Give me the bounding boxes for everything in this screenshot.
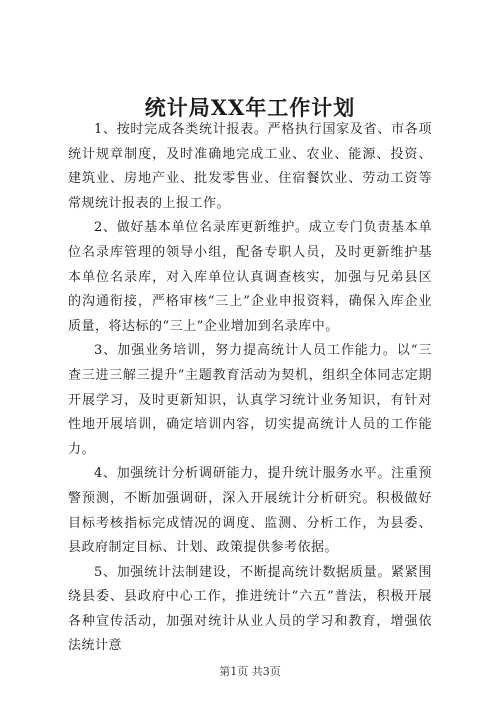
paragraph-5: 5、加强统计法制建设，不断提高统计数据质量。紧紧围绕县委、县政府中心工作，推进统计“六五”普法，积极开展各种宣传活动，加强对统计从业人员的学习和教育，增强依法统计意 — [68, 564, 432, 654]
document-body — [68, 118, 432, 659]
paragraph-3: 3、加强业务培训，努力提高统计人员工作能力。以“三查三进三解三提升”主题教育活动为契机，组织全体同志定期开展学习，及时更新知识，认真学习统计业务知识，有针对性地开展培训，确定培训内容，切实提高统计人员的工作能力。 — [68, 343, 432, 457]
paragraph-2: 2、做好基本单位名录库更新维护。成立专门负责基本单位名录库管理的领导小组，配备专职人员，及时更新维护基本单位名录库，对入库单位认真调查核实，加强与兄弟县区的沟通衔接，严格审核“三上”企业申报资料，确保入库企业质量，将达标的“三上”企业增加到名录库中。 — [68, 220, 432, 334]
paragraph-4: 4、加强统计分析调研能力，提升统计服务水平。注重预警预测，不断加强调研，深入开展统计分析研究。积极做好目标考核指标完成情况的调度、监测、分析工作，为县委、县政府制定目标、计划、政策提供参考依据。 — [68, 466, 432, 556]
paragraph-1: 1、按时完成各类统计报表。严格执行国家及省、市各项统计规章制度，及时准确地完成工业、农业、能源、投资、建筑业、房地产业、批发零售业、住宿餐饮业、劳动工资等常规统计报表的上报工作。 — [68, 122, 432, 211]
document-title: 统计局XX年工作计划 — [144, 95, 356, 120]
page-number-footer: 第1页 共3页 — [219, 665, 281, 678]
